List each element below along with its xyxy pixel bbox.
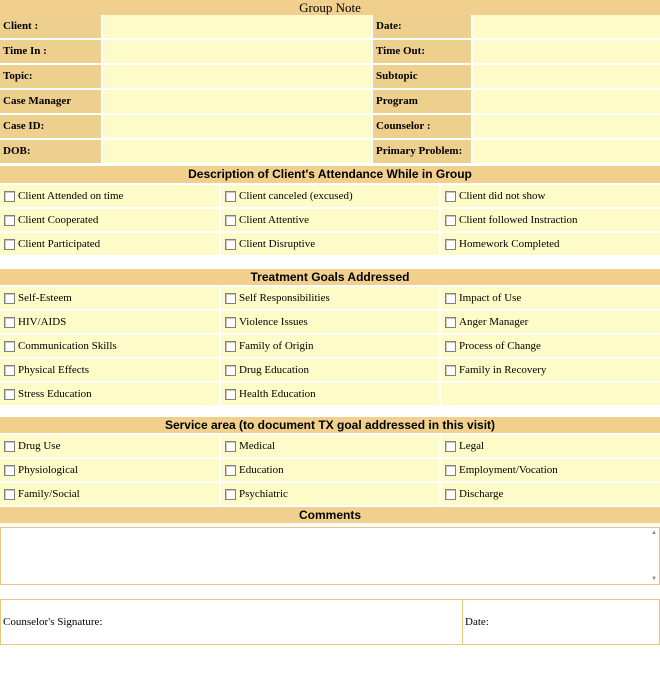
subtopic-label: Subtopic	[373, 65, 471, 88]
checkbox-icon[interactable]	[225, 465, 236, 476]
counselor-field[interactable]	[473, 115, 660, 138]
checkbox-item[interactable]	[441, 359, 660, 381]
program-label: Program	[373, 90, 471, 113]
checkbox-label: Family of Origin	[239, 340, 314, 352]
time-out-label: Time Out:	[373, 40, 471, 63]
client-field[interactable]	[103, 15, 371, 38]
checkbox-icon[interactable]	[4, 191, 15, 202]
counselor-label: Counselor :	[373, 115, 471, 138]
checkbox-label: Health Education	[239, 388, 316, 400]
checkbox-item[interactable]	[0, 185, 219, 207]
counselor-signature-label: Counselor's Signature:	[3, 616, 103, 628]
checkbox-item[interactable]	[221, 233, 439, 255]
checkbox-icon[interactable]	[4, 389, 15, 400]
checkbox-icon[interactable]	[225, 489, 236, 500]
checkbox-icon[interactable]	[445, 191, 456, 202]
date-field[interactable]	[473, 15, 660, 38]
checkbox-item[interactable]	[221, 287, 439, 309]
checkbox-item[interactable]	[221, 335, 439, 357]
checkbox-label: Physiological	[18, 464, 78, 476]
counselor-signature-field[interactable]	[1, 600, 462, 644]
comments-heading: Comments	[0, 507, 660, 523]
checkbox-label: Impact of Use	[459, 292, 522, 304]
checkbox-label: Client Attentive	[239, 214, 309, 226]
checkbox-item[interactable]	[0, 435, 219, 457]
comments-textarea[interactable]	[0, 527, 660, 585]
time-out-field[interactable]	[473, 40, 660, 63]
checkbox-item[interactable]	[441, 185, 660, 207]
checkbox-label: Psychiatric	[239, 488, 288, 500]
dob-field[interactable]	[103, 140, 371, 163]
checkbox-label: Client Cooperated	[18, 214, 99, 226]
checkbox-label: Process of Change	[459, 340, 541, 352]
client-label: Client :	[0, 15, 101, 38]
case-id-label: Case ID:	[0, 115, 101, 138]
attendance-heading: Description of Client's Attendance While in Group	[0, 166, 660, 183]
checkbox-item[interactable]	[221, 383, 439, 405]
checkbox-icon[interactable]	[225, 389, 236, 400]
topic-label: Topic:	[0, 65, 101, 88]
checkbox-label: Drug Use	[18, 440, 61, 452]
checkbox-label: Homework Completed	[459, 238, 560, 250]
checkbox-item[interactable]	[0, 335, 219, 357]
checkbox-icon[interactable]	[445, 239, 456, 250]
checkbox-label: Family/Social	[18, 488, 80, 500]
checkbox-label: Family in Recovery	[459, 364, 547, 376]
checkbox-label: Client Disruptive	[239, 238, 316, 250]
checkbox-icon[interactable]	[445, 215, 456, 226]
time-in-label: Time In :	[0, 40, 101, 63]
checkbox-label: Self-Esteem	[18, 292, 72, 304]
checkbox-item[interactable]	[0, 287, 219, 309]
checkbox-icon[interactable]	[225, 317, 236, 328]
checkbox-icon[interactable]	[445, 489, 456, 500]
checkbox-item[interactable]	[0, 209, 219, 231]
checkbox-item[interactable]	[0, 311, 219, 333]
checkbox-label: Anger Manager	[459, 316, 529, 328]
checkbox-icon[interactable]	[225, 441, 236, 452]
checkbox-item[interactable]	[441, 287, 660, 309]
checkbox-label: Client did not show	[459, 190, 546, 202]
checkbox-item[interactable]	[441, 435, 660, 457]
case-manager-label: Case Manager	[0, 90, 101, 113]
topic-field[interactable]	[103, 65, 371, 88]
checkbox-icon[interactable]	[445, 365, 456, 376]
checkbox-label: Stress Education	[18, 388, 92, 400]
checkbox-label: Drug Education	[239, 364, 309, 376]
goals-heading: Treatment Goals Addressed	[0, 269, 660, 285]
checkbox-label: Client canceled (excused)	[239, 190, 353, 202]
checkbox-item[interactable]	[441, 209, 660, 231]
checkbox-icon[interactable]	[225, 341, 236, 352]
checkbox-label: Physical Effects	[18, 364, 89, 376]
checkbox-item[interactable]	[0, 233, 219, 255]
checkbox-label: Client followed Instraction	[459, 214, 578, 226]
checkbox-item[interactable]	[0, 483, 219, 505]
checkbox-item[interactable]	[0, 359, 219, 381]
attendance-grid	[0, 183, 660, 255]
checkbox-item[interactable]	[221, 483, 439, 505]
checkbox-item[interactable]	[441, 335, 660, 357]
checkbox-item[interactable]	[441, 233, 660, 255]
checkbox-label: Violence Issues	[239, 316, 308, 328]
service-heading: Service area (to document TX goal addressed in this visit)	[0, 417, 660, 433]
checkbox-icon[interactable]	[225, 293, 236, 304]
checkbox-icon[interactable]	[4, 365, 15, 376]
checkbox-item[interactable]	[221, 435, 439, 457]
checkbox-label: Employment/Vocation	[459, 464, 558, 476]
empty-cell	[441, 383, 660, 405]
signature-row	[0, 599, 660, 645]
goals-grid	[0, 285, 660, 405]
scroll-up-icon[interactable]: ▲	[651, 530, 657, 536]
service-grid	[0, 433, 660, 505]
checkbox-icon[interactable]	[4, 489, 15, 500]
scroll-down-icon[interactable]: ▼	[651, 576, 657, 582]
checkbox-label: Legal	[459, 440, 485, 452]
checkbox-icon[interactable]	[4, 317, 15, 328]
program-field[interactable]	[473, 90, 660, 113]
checkbox-item[interactable]	[441, 483, 660, 505]
checkbox-item[interactable]	[441, 311, 660, 333]
checkbox-item[interactable]	[441, 459, 660, 481]
info-grid	[0, 15, 660, 163]
checkbox-icon[interactable]	[4, 465, 15, 476]
date-label: Date:	[373, 15, 471, 38]
checkbox-icon[interactable]	[4, 215, 15, 226]
checkbox-label: Self Responsibilities	[239, 292, 330, 304]
checkbox-icon[interactable]	[225, 191, 236, 202]
checkbox-icon[interactable]	[445, 293, 456, 304]
case-id-field[interactable]	[103, 115, 371, 138]
dob-label: DOB:	[0, 140, 101, 163]
checkbox-icon[interactable]	[4, 293, 15, 304]
subtopic-field[interactable]	[473, 65, 660, 88]
checkbox-icon[interactable]	[445, 441, 456, 452]
checkbox-label: Client Attended on time	[18, 190, 124, 202]
case-manager-field[interactable]	[103, 90, 371, 113]
checkbox-item[interactable]	[221, 311, 439, 333]
checkbox-icon[interactable]	[225, 215, 236, 226]
checkbox-icon[interactable]	[4, 341, 15, 352]
checkbox-label: HIV/AIDS	[18, 316, 67, 328]
checkbox-item[interactable]	[0, 383, 219, 405]
checkbox-label: Discharge	[459, 488, 504, 500]
checkbox-label: Medical	[239, 440, 276, 452]
checkbox-item[interactable]	[221, 359, 439, 381]
checkbox-label: Client Participated	[18, 238, 101, 250]
signature-date-field[interactable]	[462, 600, 660, 644]
signature-date-label: Date:	[465, 616, 489, 628]
primary-problem-field[interactable]	[473, 140, 660, 163]
checkbox-icon[interactable]	[4, 441, 15, 452]
checkbox-icon[interactable]	[4, 239, 15, 250]
checkbox-label: Communication Skills	[18, 340, 117, 352]
checkbox-icon[interactable]	[225, 365, 236, 376]
checkbox-item[interactable]	[221, 209, 439, 231]
checkbox-item[interactable]	[0, 459, 219, 481]
primary-problem-label: Primary Problem:	[373, 140, 471, 163]
checkbox-item[interactable]	[221, 185, 439, 207]
checkbox-icon[interactable]	[445, 341, 456, 352]
form-title: Group Note	[0, 0, 660, 15]
checkbox-icon[interactable]	[445, 465, 456, 476]
time-in-field[interactable]	[103, 40, 371, 63]
checkbox-item[interactable]	[221, 459, 439, 481]
checkbox-icon[interactable]	[445, 317, 456, 328]
checkbox-label: Education	[239, 464, 284, 476]
checkbox-icon[interactable]	[225, 239, 236, 250]
